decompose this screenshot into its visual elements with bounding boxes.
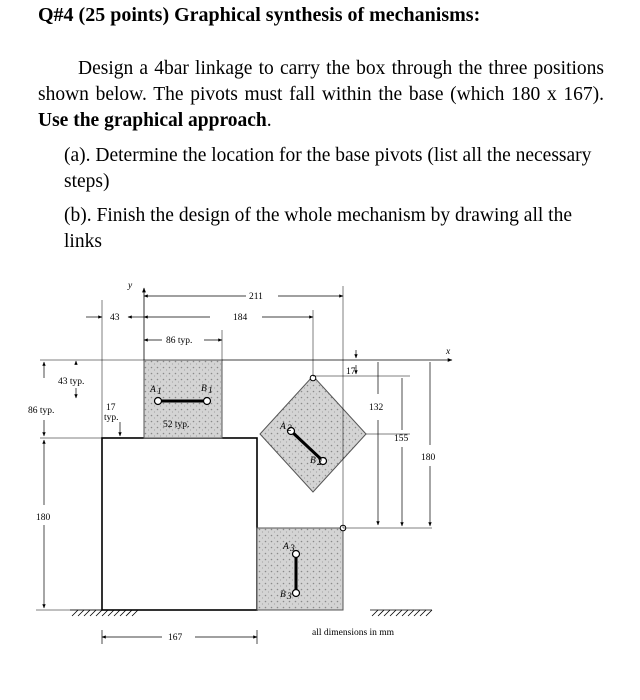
dim-43typ: 43 typ. [58, 377, 85, 387]
dim-43: 43 [110, 313, 120, 323]
y-axis-label: y [128, 281, 133, 291]
dim-180-left: 180 [36, 513, 51, 523]
dim-17typ-b: typ. [104, 413, 119, 423]
x-axis-label: x [446, 347, 451, 357]
dim-211: 211 [249, 292, 263, 302]
ground-hatch-right [370, 610, 432, 616]
label-b1-sub: 1 [208, 386, 213, 396]
dim-52typ: 52 typ. [163, 420, 190, 430]
label-b3: B [280, 590, 286, 600]
ground-hatch-left [70, 610, 142, 616]
dim-167: 167 [168, 633, 183, 643]
dim-17typ-a: 17 [106, 403, 116, 413]
part-a-text: (a). Determine the location for the base pivots (list all the necessary steps) [64, 145, 592, 192]
label-a1-sub: 1 [157, 387, 162, 397]
dim-17: 17 [346, 367, 356, 377]
question-title: Q#4 (25 points) Graphical synthesis of mechanisms: [38, 4, 481, 26]
pivot-b3 [293, 590, 300, 597]
label-a1: A [150, 385, 156, 395]
label-b2-sub: 2 [317, 458, 322, 468]
box-position-3 [257, 528, 343, 610]
box-position-2 [260, 376, 366, 492]
question-intro [38, 56, 604, 134]
label-a3-sub: 3 [290, 544, 295, 554]
intro-bold: Use the graphical approach [38, 110, 267, 131]
label-a2: A [280, 422, 286, 432]
label-a2-sub: 2 [287, 424, 292, 434]
intro-end: . [266, 110, 272, 131]
units-note: all dimensions in mm [312, 628, 395, 638]
base-rectangle [102, 438, 257, 610]
dim-155: 155 [394, 434, 409, 444]
label-b3-sub: 3 [287, 592, 292, 602]
dim-132: 132 [369, 403, 384, 413]
part-b-text: (b). Finish the design of the whole mechanism by drawing all the links [64, 205, 572, 252]
mechanism-figure [0, 270, 640, 650]
label-b2: B [310, 456, 316, 466]
label-a3: A [283, 542, 289, 552]
dim-180-right: 180 [421, 453, 436, 463]
pivot-b1 [204, 398, 211, 405]
pivot-a1 [155, 398, 162, 405]
dim-184: 184 [233, 313, 248, 323]
intro-text: Design a 4bar linkage to carry the box through the three positions shown below. The pivots must fall within the base (which 180 x 167). [38, 58, 604, 105]
dim-86typ-left: 86 typ. [28, 406, 55, 416]
dim-86typ-top: 86 typ. [166, 336, 193, 346]
label-b1: B [201, 384, 207, 394]
